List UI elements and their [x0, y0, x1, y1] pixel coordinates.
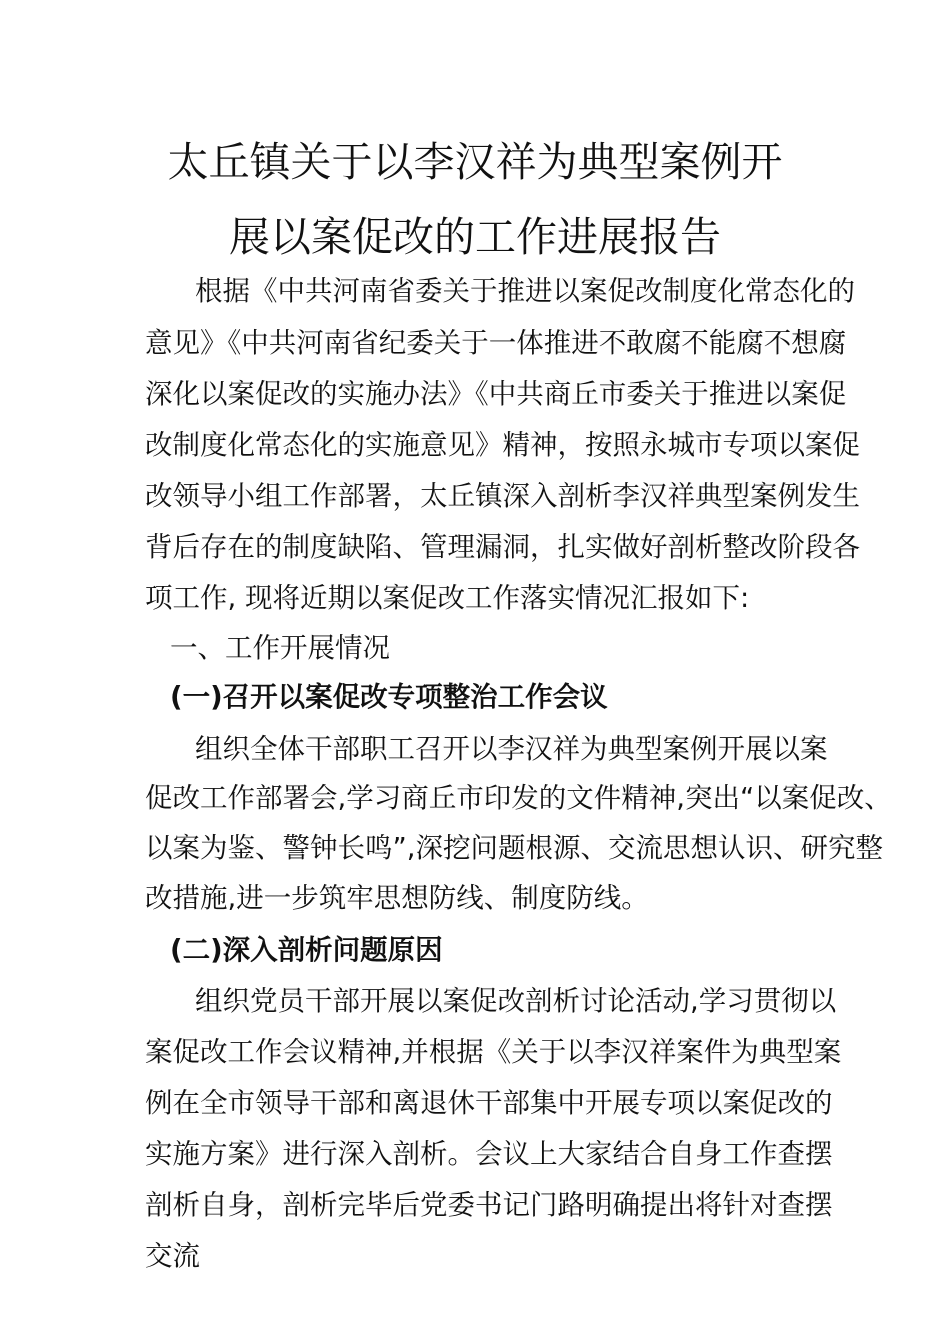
- intro-line-7: 项工作, 现将近期以案促改工作落实情况汇报如下:: [145, 582, 750, 614]
- intro-line-3: 深化以案促改的实施办法》《中共商丘市委关于推进以案促: [145, 378, 847, 410]
- sub1-line-2: 促改工作部署会,学习商丘市印发的文件精神,突出“以案促改、: [145, 782, 892, 814]
- section-heading-1: 一、工作开展情况: [170, 632, 390, 664]
- sub2-line-6: 交流: [145, 1240, 200, 1272]
- intro-line-2: 意见》《中共河南省纪委关于一体推进不敢腐不能腐不想腐: [145, 327, 847, 359]
- intro-line-5: 改领导小组工作部署，太丘镇深入剖析李汉祥典型案例发生: [145, 480, 860, 512]
- subsection-heading-2: (二)深入剖析问题原因: [170, 934, 443, 966]
- intro-line-4: 改制度化常态化的实施意见》精神，按照永城市专项以案促: [145, 429, 860, 461]
- intro-line-6: 背后存在的制度缺陷、管理漏洞，扎实做好剖析整改阶段各: [145, 531, 860, 563]
- sub1-line-1: 组织全体干部职工召开以李汉祥为典型案例开展以案: [195, 733, 828, 765]
- sub2-line-1: 组织党员干部开展以案促改剖析讨论活动,学习贯彻以: [195, 985, 837, 1017]
- document-title-line-2: 展以案促改的工作进展报告: [229, 213, 721, 261]
- sub1-line-4: 改措施,进一步筑牢思想防线、制度防线。: [145, 882, 649, 914]
- sub2-line-2: 案促改工作会议精神,并根据《关于以李汉祥案件为典型案: [145, 1036, 842, 1068]
- sub2-line-5: 剖析自身，剖析完毕后党委书记门路明确提出将针对查摆: [145, 1189, 833, 1221]
- intro-line-1: 根据《中共河南省委关于推进以案促改制度化常态化的: [195, 275, 855, 307]
- sub2-line-4: 实施方案》进行深入剖析。会议上大家结合自身工作查摆: [145, 1138, 833, 1170]
- document-title-line-1: 太丘镇关于以李汉祥为典型案例开: [167, 138, 783, 186]
- subsection-heading-1: (一)召开以案促改专项整治工作会议: [170, 681, 608, 713]
- sub2-line-3: 例在全市领导干部和离退休干部集中开展专项以案促改的: [145, 1087, 833, 1119]
- sub1-line-3: 以案为鉴、警钟长鸣”,深挖问题根源、交流思想认识、研究整: [145, 832, 883, 864]
